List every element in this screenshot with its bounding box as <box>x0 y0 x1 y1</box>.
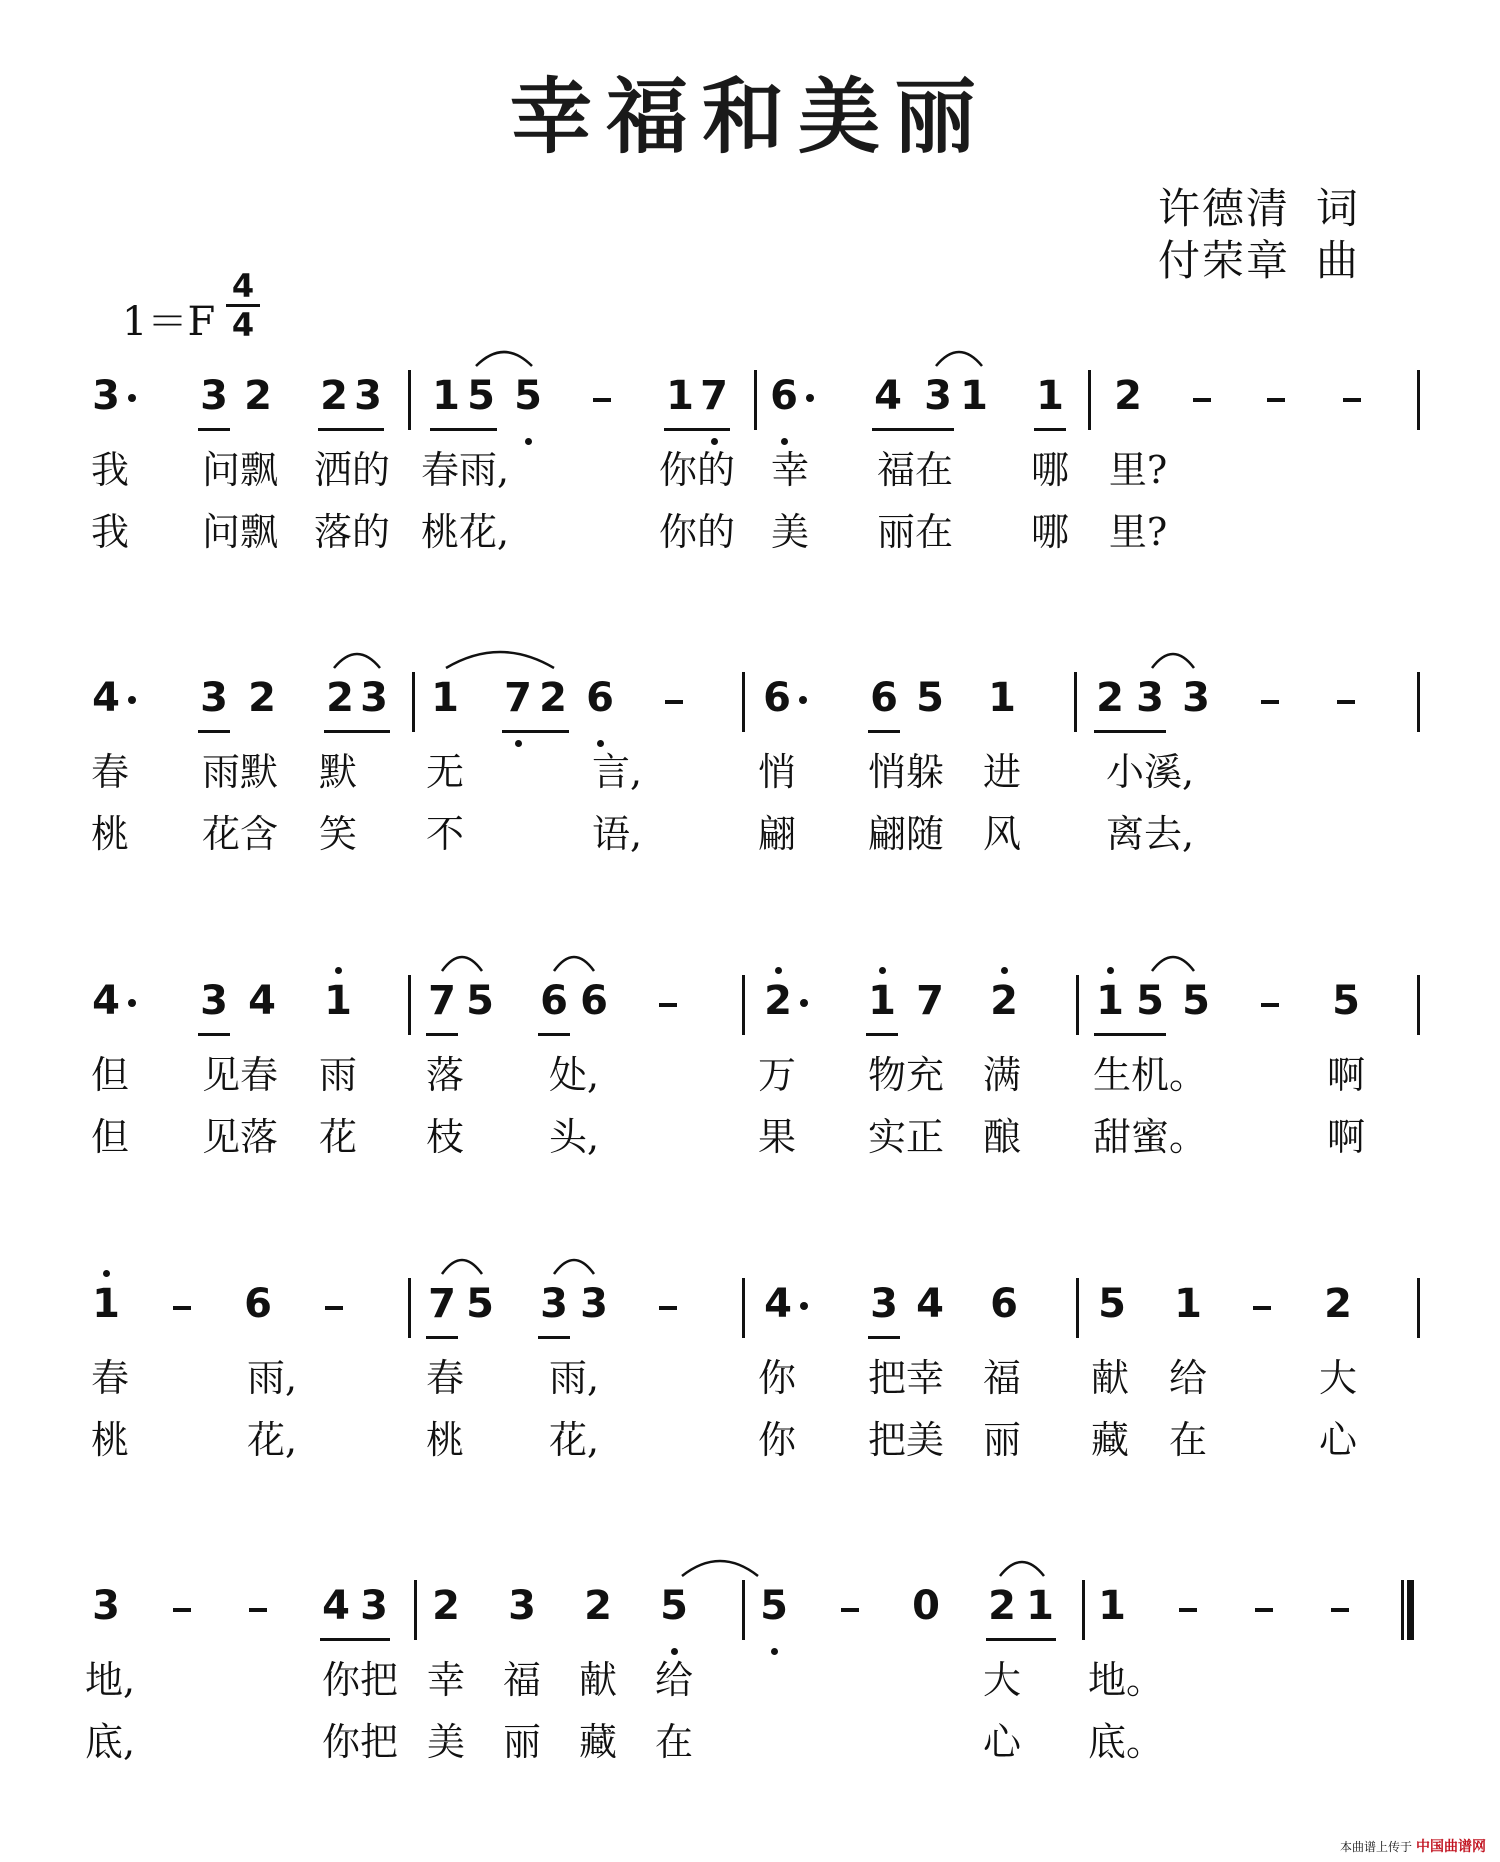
octave-dot <box>1001 967 1008 974</box>
note: 4 <box>92 978 120 1024</box>
note: 5 <box>1136 978 1164 1024</box>
dash <box>1255 1608 1273 1612</box>
lyric-syllable: 桃花, <box>420 510 510 554</box>
note: 1 <box>868 978 896 1024</box>
music-system-2 <box>0 672 1500 932</box>
lyric-syllable: 底, <box>84 1720 136 1764</box>
lyric-syllable: 见春 <box>201 1053 279 1097</box>
underline <box>320 1638 390 1641</box>
lyric-syllable: 春 <box>90 750 130 794</box>
dash <box>1267 398 1285 402</box>
lyric-syllable: 在 <box>1168 1418 1208 1462</box>
slur <box>332 646 382 670</box>
lyric-syllable: 丽 <box>982 1418 1022 1462</box>
dash <box>249 1608 267 1612</box>
lyricist-role: 词 <box>1315 184 1360 233</box>
underline <box>1094 1033 1166 1036</box>
lyric-syllable: 笑 <box>318 812 358 856</box>
barline <box>742 975 745 1035</box>
lyric-syllable: 你的 <box>658 510 736 554</box>
augmentation-dot <box>806 394 814 402</box>
barline <box>408 370 411 430</box>
lyric-syllable: 美 <box>770 510 810 554</box>
slur <box>998 1554 1046 1578</box>
lyric-syllable: 小溪, <box>1105 750 1195 794</box>
note: 3 <box>508 1583 536 1629</box>
lyric-syllable: 献 <box>578 1658 618 1702</box>
note: 5 <box>467 373 495 419</box>
key-signature: 1＝F <box>122 299 216 345</box>
slur <box>934 344 984 368</box>
lyric-syllable: 落的 <box>313 510 391 554</box>
dash <box>593 398 611 402</box>
lyric-syllable: 藏 <box>1090 1418 1130 1462</box>
note: 3 <box>200 978 228 1024</box>
note: 2 <box>539 675 567 721</box>
slur <box>440 949 484 973</box>
barline <box>1417 975 1420 1035</box>
dash <box>659 1306 677 1310</box>
music-system-5 <box>0 1580 1500 1840</box>
music-system-4 <box>0 1278 1500 1538</box>
lyric-syllable: 不 <box>425 812 465 856</box>
lyric-syllable: 春 <box>425 1356 465 1400</box>
underline <box>986 1638 1056 1641</box>
time-signature <box>226 268 260 343</box>
note: 4 <box>322 1583 350 1629</box>
note: 1 <box>960 373 988 419</box>
note: 3 <box>360 1583 388 1629</box>
octave-dot <box>1107 967 1114 974</box>
note: 7 <box>700 373 728 419</box>
lyric-syllable: 花, <box>548 1418 600 1462</box>
lyric-syllable: 问飘 <box>201 448 279 492</box>
note: 6 <box>580 978 608 1024</box>
slur <box>1150 646 1196 670</box>
augmentation-dot <box>800 1302 808 1310</box>
note: 5 <box>514 373 542 419</box>
note: 3 <box>870 1281 898 1327</box>
dash <box>1337 700 1355 704</box>
composer-credit <box>1158 228 1360 288</box>
octave-dot <box>525 438 532 445</box>
lyric-syllable: 啊 <box>1326 1053 1366 1097</box>
lyric-syllable: 处, <box>548 1053 600 1097</box>
composer-role: 曲 <box>1315 236 1360 285</box>
note: 5 <box>760 1583 788 1629</box>
lyric-syllable: 在 <box>654 1720 694 1764</box>
octave-dot <box>879 967 886 974</box>
lyric-syllable: 美 <box>426 1720 466 1764</box>
barline <box>414 1580 417 1640</box>
octave-dot <box>775 967 782 974</box>
lyric-syllable: 哪 <box>1030 448 1070 492</box>
music-system-3 <box>0 975 1500 1235</box>
augmentation-dot <box>800 999 808 1007</box>
dash <box>1343 398 1361 402</box>
note: 5 <box>1182 978 1210 1024</box>
note: 3 <box>924 373 952 419</box>
lyric-syllable: 把幸 <box>867 1356 945 1400</box>
slur <box>552 949 596 973</box>
lyric-syllable: 进 <box>982 750 1022 794</box>
lyric-syllable: 果 <box>757 1115 797 1159</box>
lyric-syllable: 翩 <box>757 812 797 856</box>
barline <box>1417 1278 1420 1338</box>
lyricist-name: 许德清 <box>1157 184 1290 233</box>
note: 1 <box>1098 1583 1126 1629</box>
lyric-syllable: 幸 <box>770 448 810 492</box>
underline <box>868 1336 900 1339</box>
octave-dot <box>335 967 342 974</box>
barline <box>408 1278 411 1338</box>
lyric-syllable: 雨, <box>246 1356 298 1400</box>
note: 6 <box>244 1281 272 1327</box>
note: 1 <box>666 373 694 419</box>
lyric-syllable: 悄躲 <box>867 750 945 794</box>
lyric-syllable: 给 <box>1168 1356 1208 1400</box>
note: 1 <box>1096 978 1124 1024</box>
lyric-syllable: 满 <box>982 1053 1022 1097</box>
lyric-syllable: 福 <box>982 1356 1022 1400</box>
lyric-syllable: 把美 <box>867 1418 945 1462</box>
lyric-syllable: 问飘 <box>201 510 279 554</box>
underline <box>538 1033 570 1036</box>
slur <box>1150 949 1196 973</box>
dash <box>841 1608 859 1612</box>
underline <box>866 1033 898 1036</box>
barline <box>1076 975 1079 1035</box>
note: 5 <box>466 1281 494 1327</box>
note: 3 <box>580 1281 608 1327</box>
underline <box>198 730 230 733</box>
lyric-syllable: 万 <box>757 1053 797 1097</box>
dash <box>1179 1608 1197 1612</box>
lyric-syllable: 你把 <box>321 1658 399 1702</box>
lyric-syllable: 默 <box>318 750 358 794</box>
lyric-syllable: 悄 <box>757 750 797 794</box>
underline <box>664 428 730 431</box>
lyric-syllable: 雨 <box>318 1053 358 1097</box>
augmentation-dot <box>128 696 136 704</box>
underline <box>430 428 497 431</box>
note: 5 <box>916 675 944 721</box>
lyric-syllable: 言, <box>591 750 643 794</box>
underline <box>502 730 569 733</box>
lyric-syllable: 花 <box>318 1115 358 1159</box>
barline <box>1417 370 1420 430</box>
lyric-syllable: 底。 <box>1087 1720 1165 1764</box>
note: 2 <box>988 1583 1016 1629</box>
lyric-syllable: 物充 <box>867 1053 945 1097</box>
lyric-syllable: 你 <box>757 1356 797 1400</box>
dash <box>1193 398 1211 402</box>
note: 7 <box>916 978 944 1024</box>
lyric-syllable: 花, <box>246 1418 298 1462</box>
slur <box>474 344 534 368</box>
dash <box>325 1306 343 1310</box>
note: 5 <box>466 978 494 1024</box>
lyric-syllable: 实正 <box>867 1115 945 1159</box>
lyric-syllable: 里? <box>1108 448 1168 492</box>
note: 2 <box>1096 675 1124 721</box>
underline <box>198 428 230 431</box>
note: 7 <box>428 1281 456 1327</box>
lyric-syllable: 你的 <box>658 448 736 492</box>
dash <box>173 1306 191 1310</box>
note: 1 <box>1026 1583 1054 1629</box>
note: 6 <box>870 675 898 721</box>
note: 7 <box>504 675 532 721</box>
note: 5 <box>660 1583 688 1629</box>
lyric-syllable: 桃 <box>425 1418 465 1462</box>
underline <box>198 1033 230 1036</box>
note: 4 <box>248 978 276 1024</box>
barline <box>754 370 757 430</box>
music-system-1 <box>0 370 1500 630</box>
underline <box>538 1336 570 1339</box>
lyric-syllable: 大 <box>982 1658 1022 1702</box>
lyric-syllable: 藏 <box>578 1720 618 1764</box>
lyric-syllable: 甜蜜。 <box>1092 1115 1208 1159</box>
song-title: 幸福和美丽 <box>509 69 990 165</box>
note: 3 <box>360 675 388 721</box>
note: 4 <box>874 373 902 419</box>
dash <box>665 700 683 704</box>
underline <box>868 730 900 733</box>
slur <box>552 1252 596 1276</box>
octave-dot <box>515 740 522 747</box>
dash <box>1331 1608 1349 1612</box>
note: 6 <box>763 675 791 721</box>
time-signature-unit: 4 <box>226 304 260 343</box>
time-signature-beats: 4 <box>231 267 255 305</box>
source-watermark <box>1340 1836 1486 1856</box>
note: 0 <box>912 1583 940 1629</box>
slur <box>444 646 556 670</box>
barline <box>1417 672 1420 732</box>
barline <box>412 672 415 732</box>
dash <box>659 1003 677 1007</box>
octave-dot <box>671 1648 678 1655</box>
slur <box>440 1252 484 1276</box>
octave-dot <box>771 1648 778 1655</box>
note: 1 <box>1036 373 1064 419</box>
lyric-syllable: 献 <box>1090 1356 1130 1400</box>
lyric-syllable: 心 <box>1318 1418 1358 1462</box>
lyric-syllable: 无 <box>425 750 465 794</box>
lyric-syllable: 你 <box>757 1418 797 1462</box>
lyric-syllable: 给 <box>654 1658 694 1702</box>
lyric-syllable: 春 <box>90 1356 130 1400</box>
lyric-syllable: 地, <box>84 1658 136 1702</box>
lyric-syllable: 啊 <box>1326 1115 1366 1159</box>
lyric-syllable: 春雨, <box>420 448 510 492</box>
dash <box>1253 1306 1271 1310</box>
note: 1 <box>432 373 460 419</box>
note: 2 <box>764 978 792 1024</box>
watermark-text: 本曲谱上传于 <box>1339 1840 1412 1854</box>
octave-dot <box>103 1270 110 1277</box>
augmentation-dot <box>128 999 136 1007</box>
note: 3 <box>200 675 228 721</box>
lyric-syllable: 离去, <box>1105 812 1195 856</box>
lyric-syllable: 我 <box>90 510 130 554</box>
note: 6 <box>586 675 614 721</box>
lyric-syllable: 我 <box>90 448 130 492</box>
barline <box>1082 1580 1085 1640</box>
lyric-syllable: 哪 <box>1030 510 1070 554</box>
note: 1 <box>988 675 1016 721</box>
tie <box>680 1554 760 1578</box>
final-barline <box>1401 1580 1413 1640</box>
lyric-syllable: 桃 <box>90 1418 130 1462</box>
lyric-syllable: 但 <box>90 1053 130 1097</box>
lyric-syllable: 枝 <box>425 1115 465 1159</box>
dash <box>1261 700 1279 704</box>
note: 3 <box>540 1281 568 1327</box>
site-logo[interactable]: 中国曲谱网 <box>1416 1838 1486 1854</box>
octave-dot <box>597 740 604 747</box>
note: 2 <box>1324 1281 1352 1327</box>
note: 4 <box>92 675 120 721</box>
underline <box>1094 730 1166 733</box>
note: 1 <box>431 675 459 721</box>
lyric-syllable: 花含 <box>201 812 279 856</box>
augmentation-dot <box>128 394 136 402</box>
note: 1 <box>92 1281 120 1327</box>
note: 2 <box>432 1583 460 1629</box>
lyric-syllable: 丽在 <box>876 510 954 554</box>
lyric-syllable: 丽 <box>502 1720 542 1764</box>
lyric-syllable: 落 <box>425 1053 465 1097</box>
note: 2 <box>584 1583 612 1629</box>
note: 6 <box>770 373 798 419</box>
barline <box>408 975 411 1035</box>
lyric-syllable: 地。 <box>1087 1658 1165 1702</box>
note: 2 <box>990 978 1018 1024</box>
note: 3 <box>200 373 228 419</box>
underline <box>426 1033 458 1036</box>
note: 7 <box>428 978 456 1024</box>
note: 6 <box>990 1281 1018 1327</box>
note: 2 <box>1114 373 1142 419</box>
lyric-syllable: 桃 <box>90 812 130 856</box>
note: 5 <box>1332 978 1360 1024</box>
lyric-syllable: 福在 <box>876 448 954 492</box>
note: 3 <box>354 373 382 419</box>
augmentation-dot <box>799 696 807 704</box>
note: 1 <box>1174 1281 1202 1327</box>
dash <box>173 1608 191 1612</box>
note: 2 <box>244 373 272 419</box>
dash <box>1261 1003 1279 1007</box>
note: 3 <box>1182 675 1210 721</box>
barline <box>742 1580 745 1640</box>
note: 3 <box>92 1583 120 1629</box>
barline <box>742 672 745 732</box>
lyric-syllable: 雨默 <box>201 750 279 794</box>
underline <box>318 428 384 431</box>
lyric-syllable: 洒的 <box>313 448 391 492</box>
underline <box>872 428 954 431</box>
lyric-syllable: 语, <box>591 812 643 856</box>
barline <box>742 1278 745 1338</box>
note: 3 <box>1136 675 1164 721</box>
octave-dot <box>781 438 788 445</box>
lyric-syllable: 头, <box>548 1115 600 1159</box>
lyric-syllable: 酿 <box>982 1115 1022 1159</box>
lyric-syllable: 福 <box>502 1658 542 1702</box>
lyricist-credit <box>1158 176 1360 236</box>
barline <box>1088 370 1091 430</box>
barline <box>1076 1278 1079 1338</box>
underline <box>324 730 390 733</box>
lyric-syllable: 见落 <box>201 1115 279 1159</box>
lyric-syllable: 里? <box>1108 510 1168 554</box>
note: 2 <box>248 675 276 721</box>
note: 4 <box>764 1281 792 1327</box>
note: 5 <box>1098 1281 1126 1327</box>
note: 2 <box>326 675 354 721</box>
composer-name: 付荣章 <box>1157 236 1290 285</box>
note: 2 <box>320 373 348 419</box>
octave-dot <box>711 438 718 445</box>
lyric-syllable: 但 <box>90 1115 130 1159</box>
lyric-syllable: 雨, <box>548 1356 600 1400</box>
lyric-syllable: 生机。 <box>1092 1053 1208 1097</box>
note: 6 <box>540 978 568 1024</box>
lyric-syllable: 心 <box>982 1720 1022 1764</box>
note: 1 <box>324 978 352 1024</box>
barline <box>1074 672 1077 732</box>
note: 4 <box>916 1281 944 1327</box>
underline <box>1034 428 1066 431</box>
lyric-syllable: 幸 <box>426 1658 466 1702</box>
lyric-syllable: 翩随 <box>867 812 945 856</box>
lyric-syllable: 大 <box>1318 1356 1358 1400</box>
lyric-syllable: 你把 <box>321 1720 399 1764</box>
underline <box>426 1336 458 1339</box>
note: 3 <box>92 373 120 419</box>
lyric-syllable: 风 <box>982 812 1022 856</box>
